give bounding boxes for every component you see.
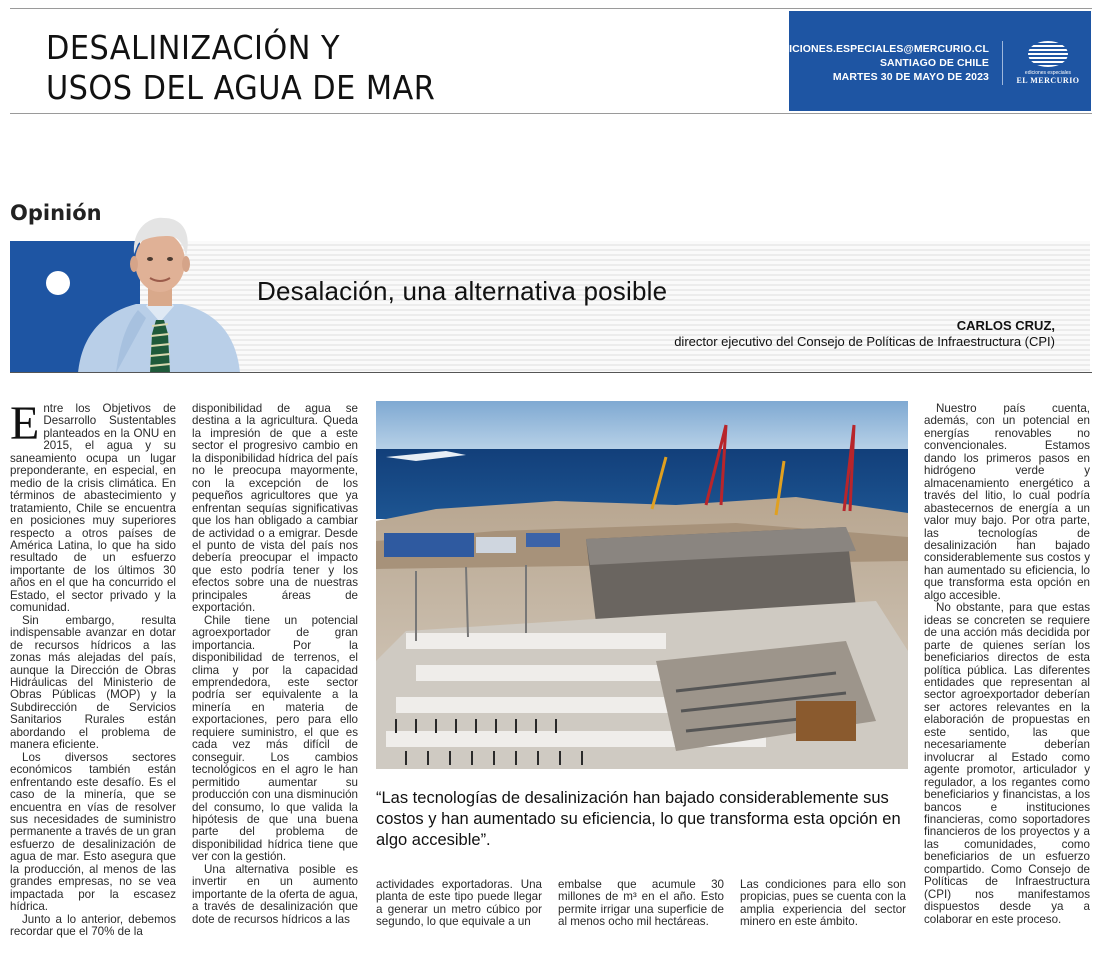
- author-portrait: [76, 214, 241, 373]
- paragraph: Nuestro país cuenta, además, con un potencial en energías renovables no convencionales. Estamos dando los primeros pasos en hidrógeno verde y almacenamiento energético a través del litio, lo cual podría abastecernos de energía a un valor muy bajo. Por otra parte, las tecnologías de desalinización han bajado considerablemente sus costos y han aumentado su eficiencia, lo que transforma esta opción en algo accesible.: [924, 402, 1090, 602]
- section-title: [46, 28, 435, 108]
- paragraph: Una alternativa posible es invertir en un aumento importante de la oferta de agua, a través de desalinización que dote de recursos hídricos a las: [192, 862, 358, 926]
- logo-name: EL MERCURIO: [1016, 76, 1080, 85]
- masthead-box: [774, 11, 1091, 111]
- article-column-5: [740, 879, 906, 929]
- paragraph: Junto a lo anterior, debemos recordar que el 70% de la: [10, 912, 176, 939]
- logo-globe-icon: [1028, 41, 1068, 67]
- article-column-1: [10, 397, 176, 939]
- article-column-2: [192, 403, 358, 926]
- author-name: CARLOS CRUZ,: [956, 318, 1055, 333]
- el-mercurio-logo: [1011, 41, 1085, 85]
- drop-cap: E: [10, 397, 40, 450]
- city-line: SANTIAGO DE CHILE: [879, 57, 989, 69]
- paragraph: Sin embargo, resulta indispensable avanzar en dotar de recursos hídricos a las zonas más alejadas del país, aunque la Dirección de Obras Hidráulicas del Ministerio de Obras Públicas (MOP) y la Subdirección de Servicios Sanitarios Rurales están abordando el problema de manera eficiente.: [10, 613, 176, 752]
- top-rule: [10, 8, 1092, 9]
- article-headline: Desalación, una alternativa posible: [257, 276, 668, 306]
- masthead-separator: [1002, 41, 1003, 85]
- author-role: director ejecutivo del Consejo de Políticas de Infraestructura (CPI): [674, 334, 1055, 349]
- date-line: MARTES 30 DE MAYO DE 2023: [832, 71, 989, 83]
- contact-email[interactable]: EDICIONES.ESPECIALES@MERCURIO.CL: [774, 43, 989, 55]
- paragraph: disponibilidad de agua se destina a la agricultura. Queda la impresión de que a este sector el progresivo cambio en la disponibilidad hídrica del país no le preocupa mayormente, con la excepción de los pequeños agricultores que ya enfrentan sequías significativas que los han obligado a cambiar de actividad o a emigrar. Desde el punto de vista del país nos debería preocupar el impacto que esto podría tener y los efectos sobre una de nuestras principales áreas de exportación.: [192, 402, 358, 615]
- opinion-label: Opinión: [10, 201, 102, 225]
- header-rule: [10, 113, 1092, 114]
- paragraph: Los diversos sectores económicos también están enfrentando este desafío. Es el caso de la minería, que se encuentra en vías de resolver sus necesidades de suministro permanente a través de un gran esfuerzo de desalinización de agua de mar. Esto asegura que la producción, al menos de las grandes empresas, no se vea impactada por la escasez hídrica.: [10, 750, 176, 914]
- section-title-line-2: USOS DEL AGUA DE MAR: [46, 68, 436, 107]
- paragraph: Las condiciones para ello son propicias, pues se cuenta con la amplia experiencia del sector minero en este ámbito.: [740, 878, 906, 929]
- paragraph: Chile tiene un potencial agroexportador de gran importancia. Por la disponibilidad de terrenos, el clima y por la capacidad emprendedora, este sector podría ser equivalente a la minería en materia de exportaciones, pero para ello requiere suministro, el que es cada vez más difícil de conseguir. Los cambios tecnológicos en el agro le han permitido aumentar su producción con una disminución del consumo, lo que valida la hipótesis de que una buena parte del problema de disponibilidad hídrica tiene que ver con la gestión.: [192, 613, 358, 864]
- opinion-dot-icon: [46, 271, 70, 295]
- paragraph: actividades exportadoras. Una planta de este tipo puede llegar a generar un metro cúbico por segundo, lo que equivale a un: [376, 878, 542, 929]
- logo-tagline: ediciones especiales: [1024, 70, 1072, 76]
- desalination-plant-photo: [376, 401, 908, 769]
- masthead-info: [774, 42, 989, 84]
- paragraph: embalse que acumule 30 millones de m³ en el año. Esto permite irrigar una superficie de al menos ocho mil hectáreas.: [558, 878, 724, 929]
- pull-quote: “Las tecnologías de desalinización han bajado considerablemente sus costos y han aumentado su eficiencia, lo que transforma esta opción en algo accesible”.: [376, 789, 901, 849]
- opinion-rule: [10, 372, 1092, 373]
- article-column-3: [376, 879, 542, 929]
- article-column-6: [924, 403, 1090, 926]
- paragraph: Entre los Objetivos de Desarrollo Sustentables planteados en la ONU en 2015, el agua y su saneamiento ocupa un lugar preponderante, en especial, en medio de la crisis climática. En términos de abastecimiento y tratamiento, Chile se encuentra en posiciones muy superiores respecto a otros países de América Latina, lo que ha sido resultado de un esfuerzo importante de los últimos 30 años en el que ha concurrido el Estado, el sector privado y la comunidad.: [10, 397, 176, 615]
- article-column-4: [558, 879, 724, 929]
- section-title-line-1: DESALINIZACIÓN Y: [46, 28, 341, 67]
- paragraph: No obstante, para que estas ideas se concreten se requiere de una acción más decidida por parte de quienes serían los beneficiarios directos de esta política pública. Las diferentes entidades que representan al sector agroexportador deberían ser actores relevantes en la elaboración de propuestas en este sentido, las que necesariamente deberían involucrar al Estado como agente promotor, articulador y regulador, a los regantes como beneficiarios y financistas, a los bancos e instituciones financieras, como soportadores financieros de los proyectos y a las comunidades, como beneficiarios de un esfuerzo compartido. Como Consejo de Políticas de Infraestructura (CPI) nos manifestamos dispuestos desde ya a colaborar en este proceso.: [924, 601, 1090, 926]
